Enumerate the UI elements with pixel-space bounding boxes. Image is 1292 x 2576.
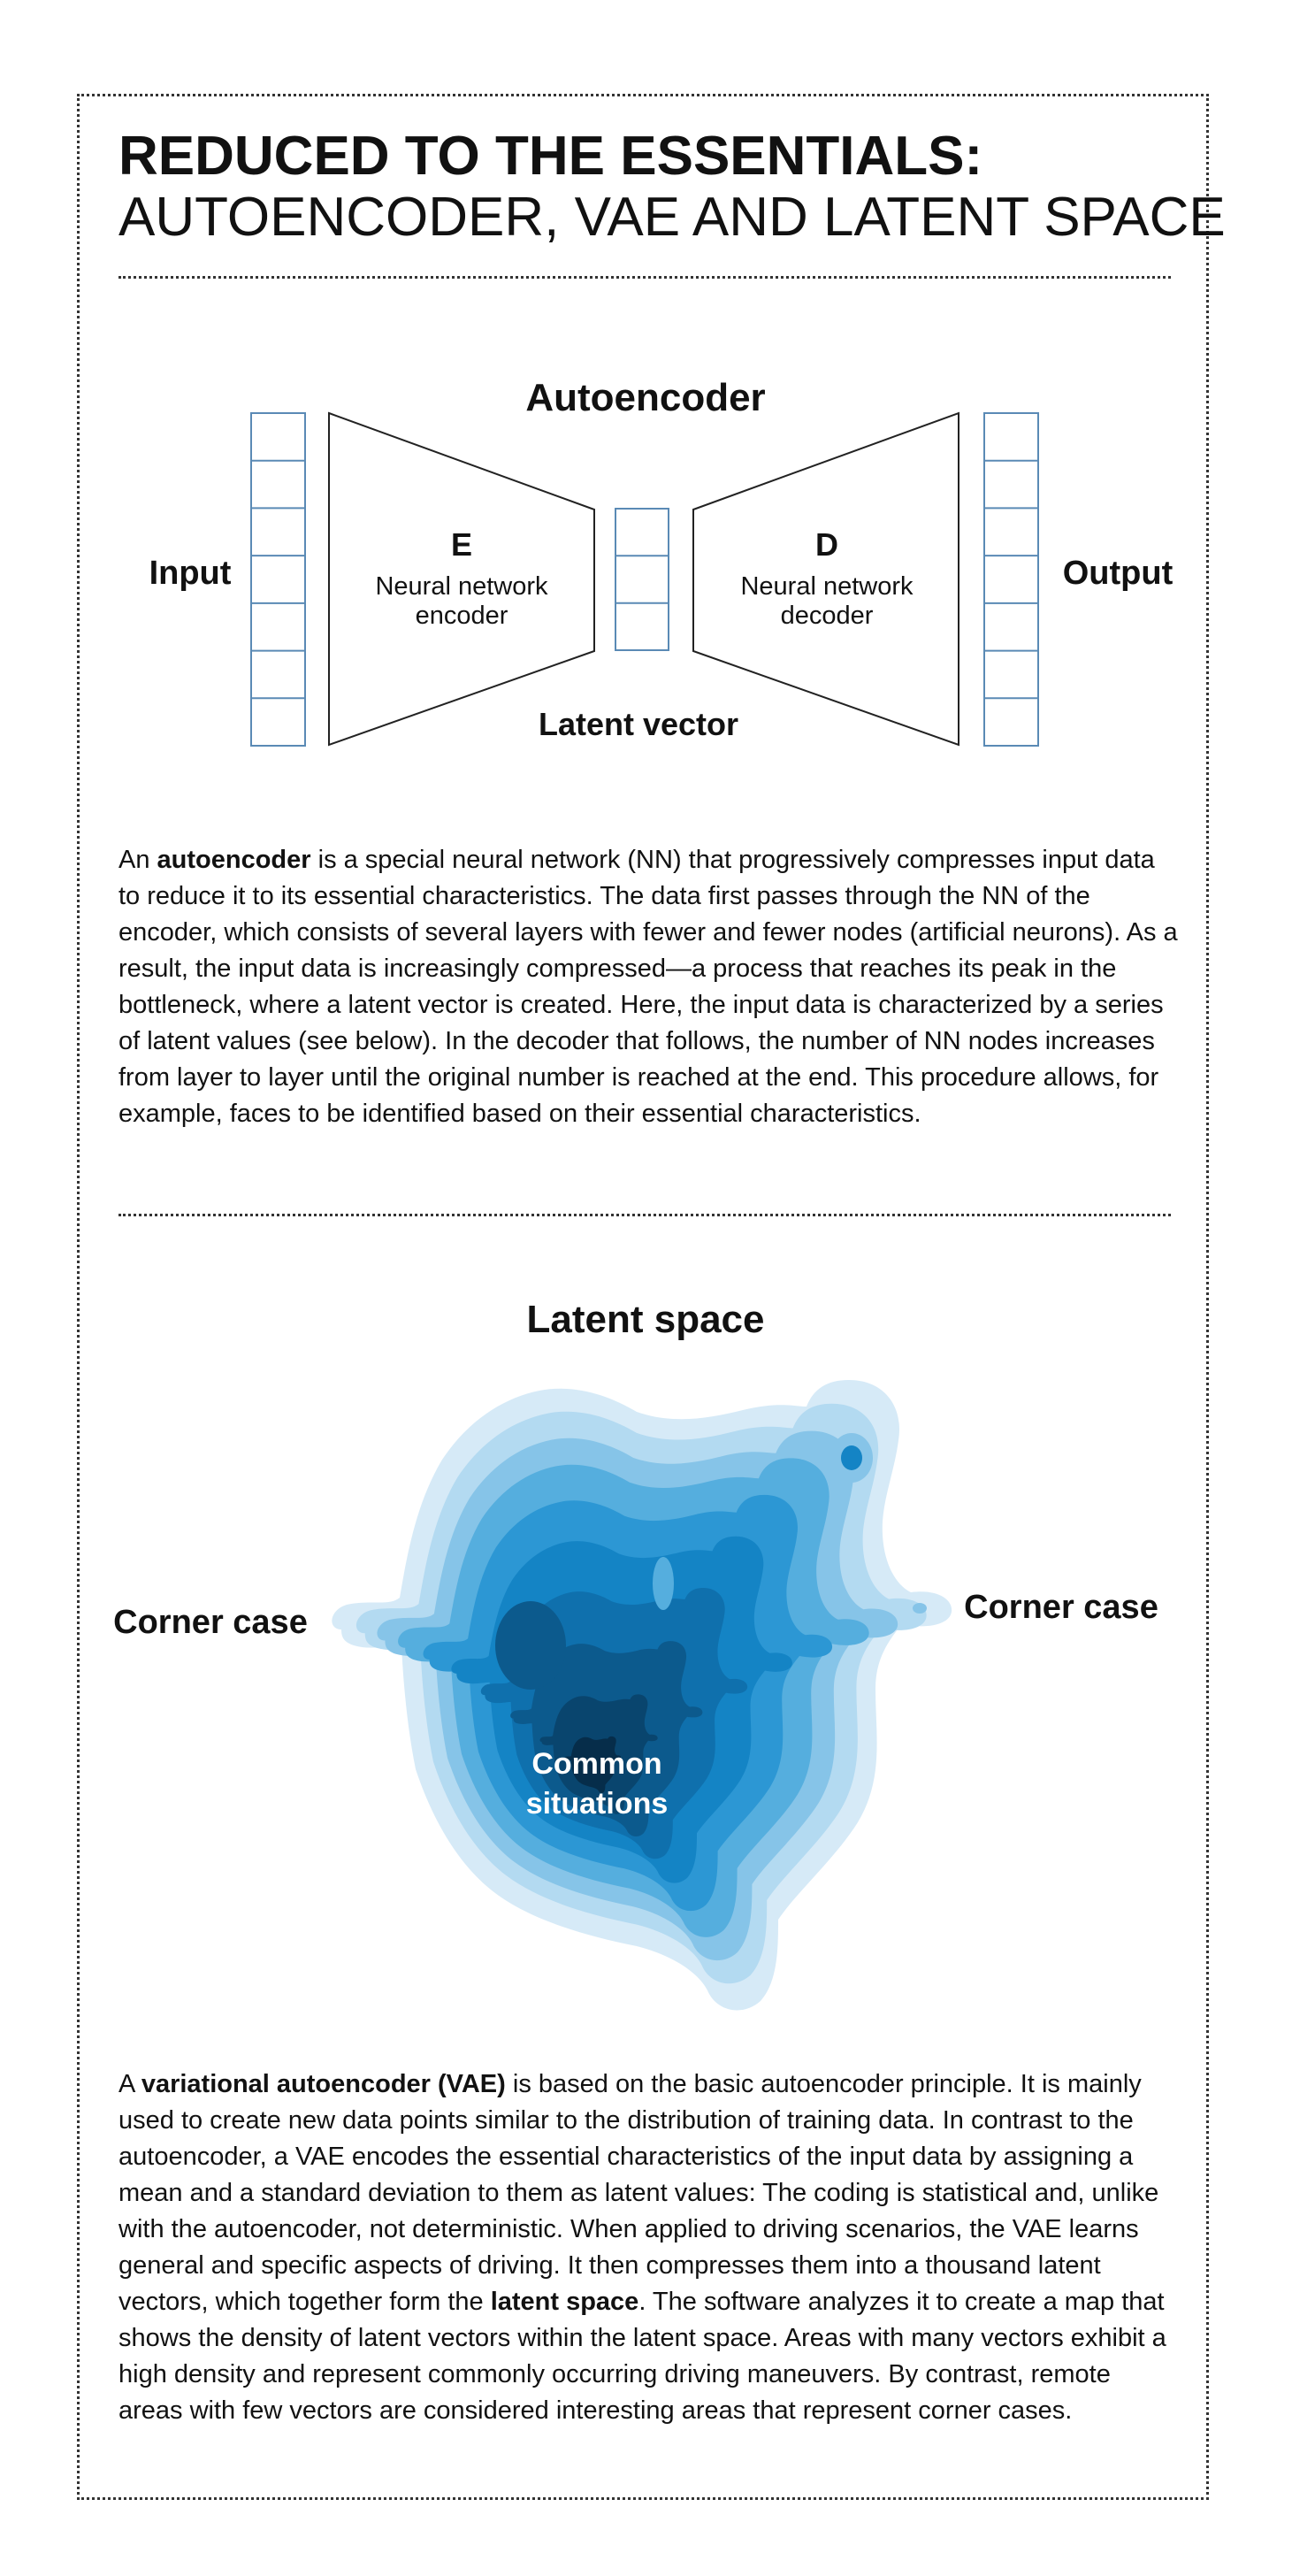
page-subtitle: AUTOENCODER, VAE AND LATENT SPACE	[118, 187, 1226, 248]
corner-case-right-point	[913, 1603, 927, 1614]
latent-space-term: latent space	[490, 2288, 639, 2316]
page-title: REDUCED TO THE ESSENTIALS:	[118, 126, 983, 187]
decoder-label-line2: decoder	[780, 602, 874, 630]
vae-text-b: is based on the basic autoencoder principle. It is mainly used to create new data points similar to the distribution of training data. In contrast to the autoencoder, a VAE encodes the essential characteristics of the input data by assigning a mean and a standard deviation to them as latent values: The coding is statistical and, unlike with the autoencoder, not deterministic. When applied to driving scenarios, the VAE learns general and specific aspects of driving. It then compresses them into a thousand latent vectors, which together form the	[118, 2070, 1159, 2316]
density-local-peak-left	[495, 1601, 566, 1690]
common-situations-line2: situations	[525, 1787, 669, 1821]
encoder-letter: E	[450, 526, 473, 563]
vae-text-a: A	[118, 2070, 141, 2098]
corner-case-left-label: Corner case	[113, 1604, 308, 1641]
vae-description	[118, 2066, 1180, 2429]
latent-vector-label: Latent vector	[538, 706, 739, 742]
decoder-letter: D	[815, 526, 838, 563]
density-peak-upper-right-core	[841, 1445, 862, 1470]
decoder-label-line1: Neural network	[740, 572, 914, 601]
latent-space-heading: Latent space	[526, 1298, 765, 1341]
input-label: Input	[149, 555, 232, 592]
density-map	[332, 1380, 952, 2010]
vae-term: variational autoencoder (VAE)	[141, 2070, 506, 2098]
common-situations-line1: Common	[531, 1747, 662, 1781]
vae-text-c: . The software analyzes it to create a map that shows the density of latent vectors within the latent space. Areas with many vectors exhibit a high density and represent commonly occurring driving maneuvers. By contrast, remote areas with few vectors are considered interesting areas that represent corner cases.	[118, 2288, 1166, 2425]
encoder-label-line2: encoder	[415, 602, 508, 630]
autoencoder-term: autoencoder	[157, 846, 311, 874]
density-highlight-1	[653, 1557, 674, 1610]
autoencoder-text-a: An	[118, 846, 157, 874]
corner-case-right-label: Corner case	[964, 1589, 1158, 1626]
output-label: Output	[1062, 555, 1174, 592]
autoencoder-heading: Autoencoder	[525, 376, 766, 419]
encoder-label-line1: Neural network	[375, 572, 548, 601]
autoencoder-text-b: is a special neural network (NN) that progressively compresses input data to reduce it to its essential characteristics. The data first passes through the NN of the encoder, which consists of several layers with fewer and fewer nodes (artificial neurons). As a result, the input data is increasingly compressed—a process that reaches its peak in the bottleneck, where a latent vector is created. Here, the input data is characterized by a series of latent values (see below). In the decoder that follows, the number of NN nodes increases from layer to layer until the original number is reached at the end. This procedure allows, for example, faces to be identified based on their essential characteristics.	[118, 846, 1178, 1128]
